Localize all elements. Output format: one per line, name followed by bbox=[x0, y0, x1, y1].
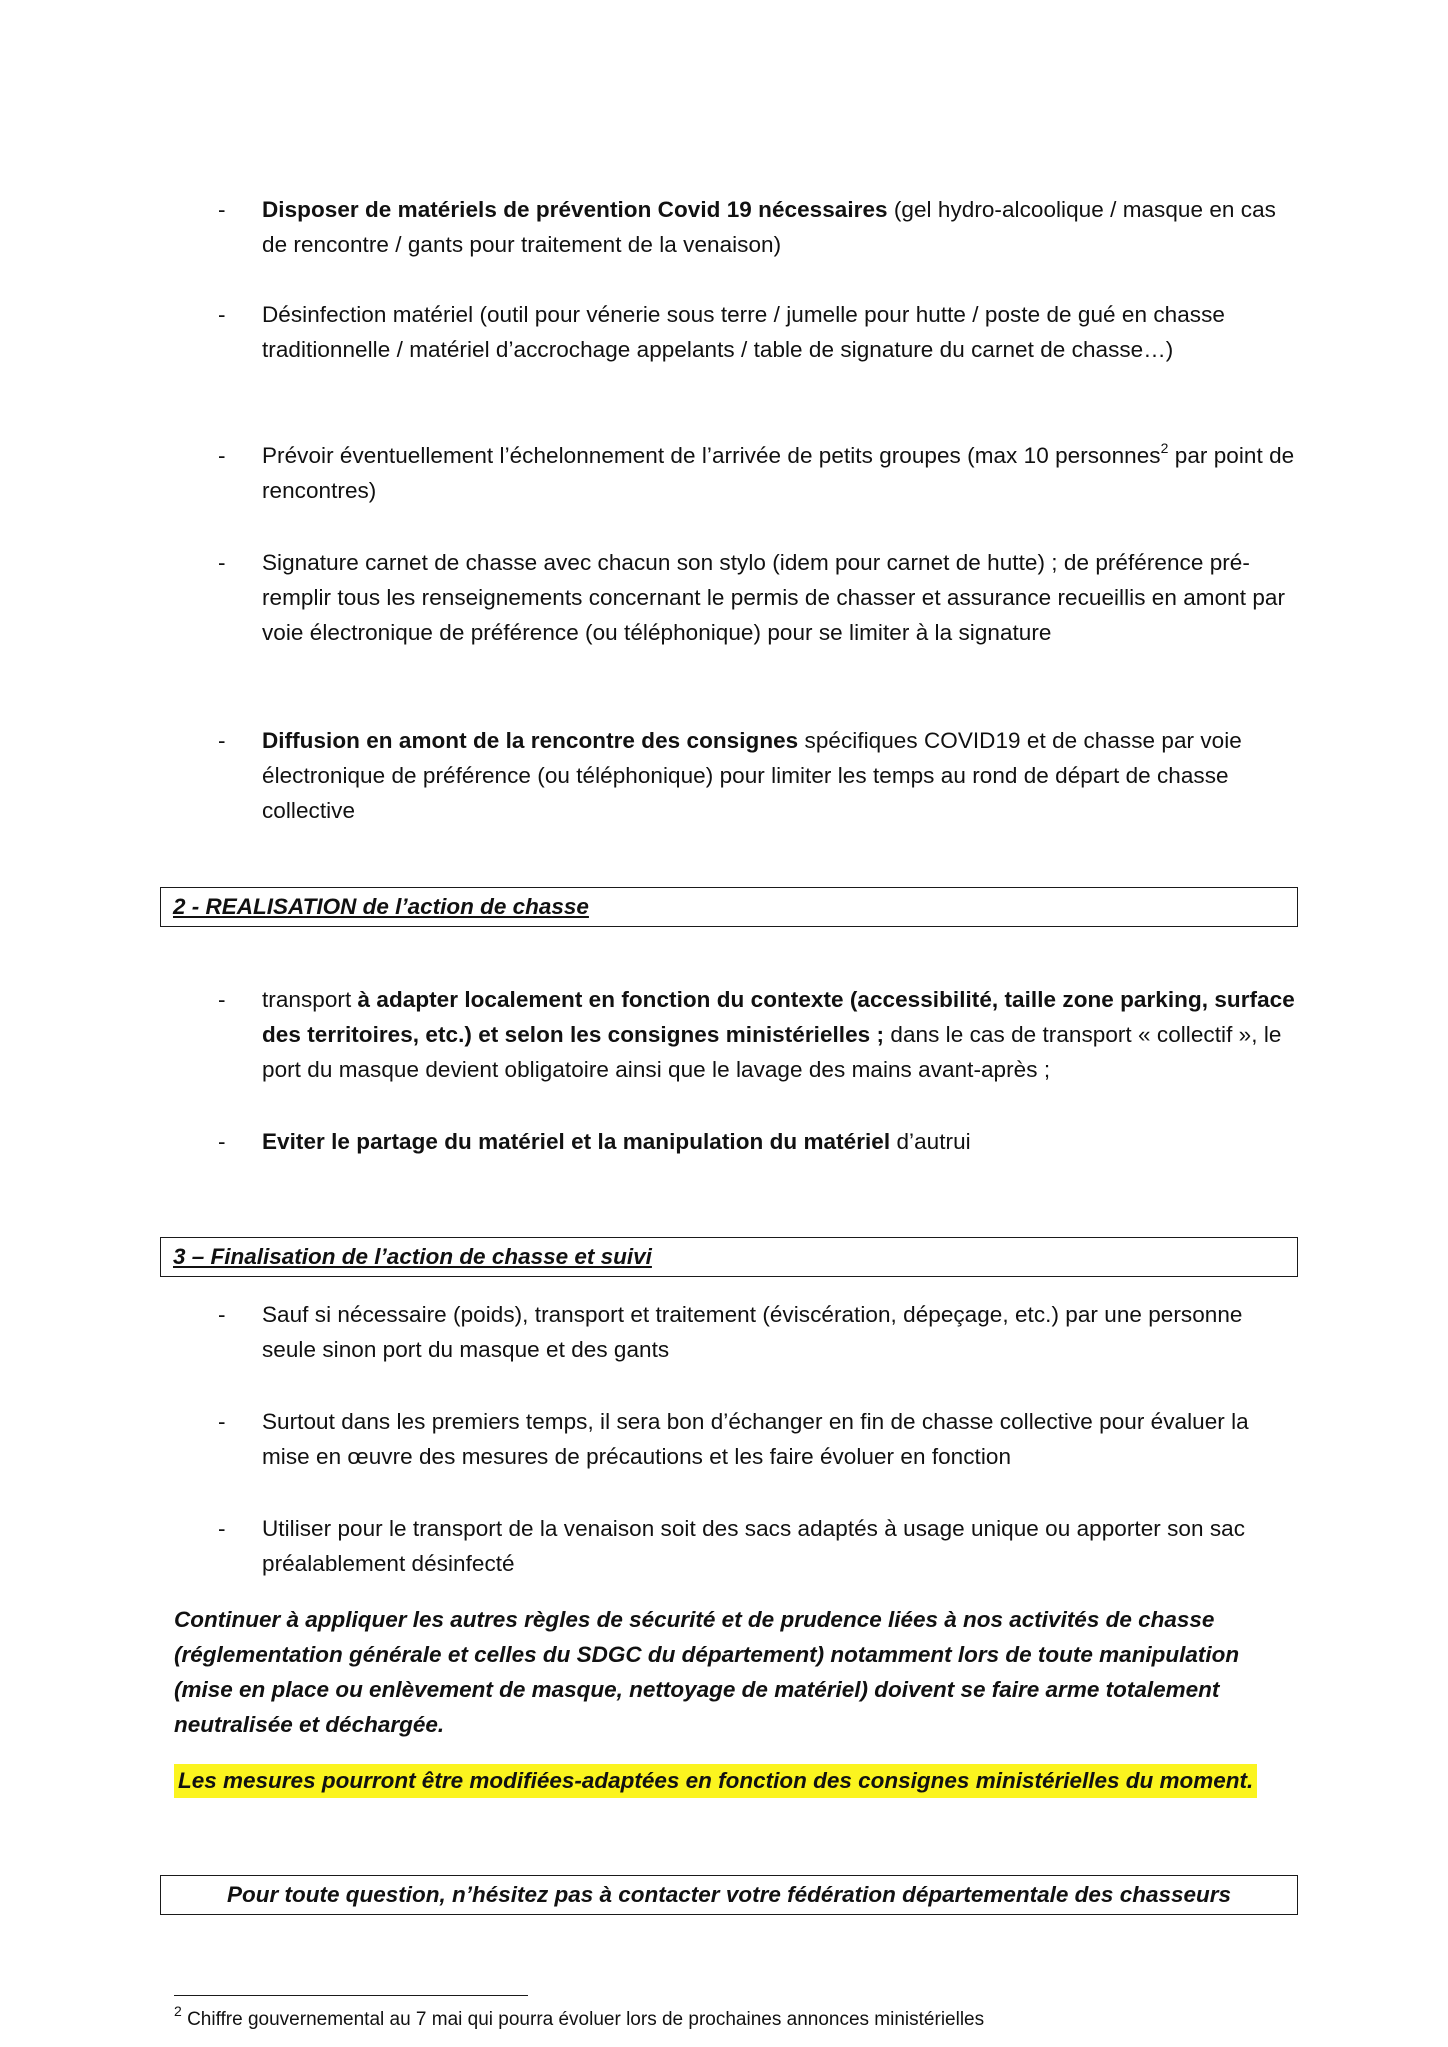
bullet-dash: - bbox=[218, 1516, 226, 1541]
bold-text: Diffusion en amont de la rencontre des consignes bbox=[262, 728, 799, 753]
list-item-text: Utiliser pour le transport de la venaison soit des sacs adaptés à usage unique ou apporter son sac préalablement désinfecté bbox=[262, 1516, 1245, 1576]
list-item-text: Signature carnet de chasse avec chacun son stylo (idem pour carnet de hutte) ; de préférence pré-remplir tous les renseignements concernant le permis de chasser et assurance recueillis en amont par voie électronique de préférence (ou téléphonique) pour se limiter à la signature bbox=[262, 550, 1285, 645]
section-header-box bbox=[160, 1237, 1298, 1277]
list-item-text: Sauf si nécessaire (poids), transport et traitement (éviscération, dépeçage, etc.) par une personne seule sinon port du masque et des gants bbox=[262, 1302, 1243, 1362]
bullet-dash: - bbox=[218, 302, 226, 327]
list-item-text bbox=[262, 1124, 1298, 1159]
regular-text: dans le cas de transport « collectif », le port du masque devient obligatoire ainsi que le lavage des mains avant-après ; bbox=[262, 1022, 1282, 1082]
bullet-dash: - bbox=[218, 1129, 226, 1154]
section-title: 2 - REALISATION de l’action de chasse bbox=[173, 894, 589, 919]
safety-paragraph: Continuer à appliquer les autres règles de sécurité et de prudence liées à nos activités de chasse (réglementation générale et celles du SDGC du département) notamment lors de toute manipulation (mise en place ou enlèvement de masque, nettoyage de matériel) doivent se faire arme totalement neutralisée et déchargée. bbox=[174, 1607, 1240, 1737]
section-header-box bbox=[160, 887, 1298, 927]
regular-text: d’autrui bbox=[890, 1129, 971, 1154]
list-item-text: Surtout dans les premiers temps, il sera bon d’échanger en fin de chasse collective pour évaluer la mise en œuvre des mesures de précautions et les faire évoluer en fonction bbox=[262, 1409, 1249, 1469]
footnote-text: Chiffre gouvernemental au 7 mai qui pourra évoluer lors de prochaines annonces ministérielles bbox=[181, 2009, 985, 2030]
footnote-ref: 2 bbox=[1160, 439, 1169, 456]
highlighted-notice: Les mesures pourront être modifiées-adaptées en fonction des consignes ministérielles du moment. bbox=[174, 1764, 1257, 1798]
bullet-dash: - bbox=[218, 443, 226, 468]
contact-text: Pour toute question, n’hésitez pas à contacter votre fédération départementale des chasseurs bbox=[226, 1882, 1232, 1907]
footnote-number: 2 bbox=[174, 2002, 182, 2019]
list-item-text bbox=[262, 723, 1298, 828]
section-title: 3 – Finalisation de l’action de chasse et suivi bbox=[173, 1244, 652, 1269]
contact-box bbox=[160, 1875, 1298, 1915]
regular-text: (gel hydro-alcoolique / masque en cas de rencontre / gants pour traitement de la venaison) bbox=[262, 197, 1276, 257]
list-item-text bbox=[262, 192, 1298, 262]
bullet-dash: - bbox=[218, 550, 226, 575]
footnote bbox=[174, 2002, 985, 2033]
regular-text: par point de rencontres) bbox=[262, 443, 1295, 503]
list-item-text bbox=[262, 438, 1298, 508]
bullet-dash: - bbox=[218, 1302, 226, 1327]
bold-text: Disposer de matériels de prévention Covid 19 nécessaires bbox=[262, 197, 888, 222]
list-item-text: Désinfection matériel (outil pour vénerie sous terre / jumelle pour hutte / poste de gué en chasse traditionnelle / matériel d’accrochage appelants / table de signature du carnet de chasse…) bbox=[262, 302, 1225, 362]
bold-text: Eviter le partage du matériel et la manipulation du matériel bbox=[262, 1129, 891, 1154]
regular-text: Prévoir éventuellement l’échelonnement de l’arrivée de petits groupes (max 10 personnes bbox=[262, 443, 1161, 468]
bullet-dash: - bbox=[218, 197, 226, 222]
bullet-dash: - bbox=[218, 987, 226, 1012]
bold-text: à adapter localement en fonction du contexte (accessibilité, taille zone parking, surface des territoires, etc.) et selon les consignes ministérielles ; bbox=[262, 987, 1295, 1047]
bullet-dash: - bbox=[218, 1409, 226, 1434]
regular-text: spécifiques COVID19 et de chasse par voie électronique de préférence (ou téléphonique) pour limiter les temps au rond de départ de chasse collective bbox=[262, 728, 1242, 823]
footnote-divider bbox=[174, 1995, 528, 1996]
list-item-text bbox=[262, 982, 1298, 1087]
regular-text: transport bbox=[262, 987, 358, 1012]
bullet-dash: - bbox=[218, 728, 226, 753]
